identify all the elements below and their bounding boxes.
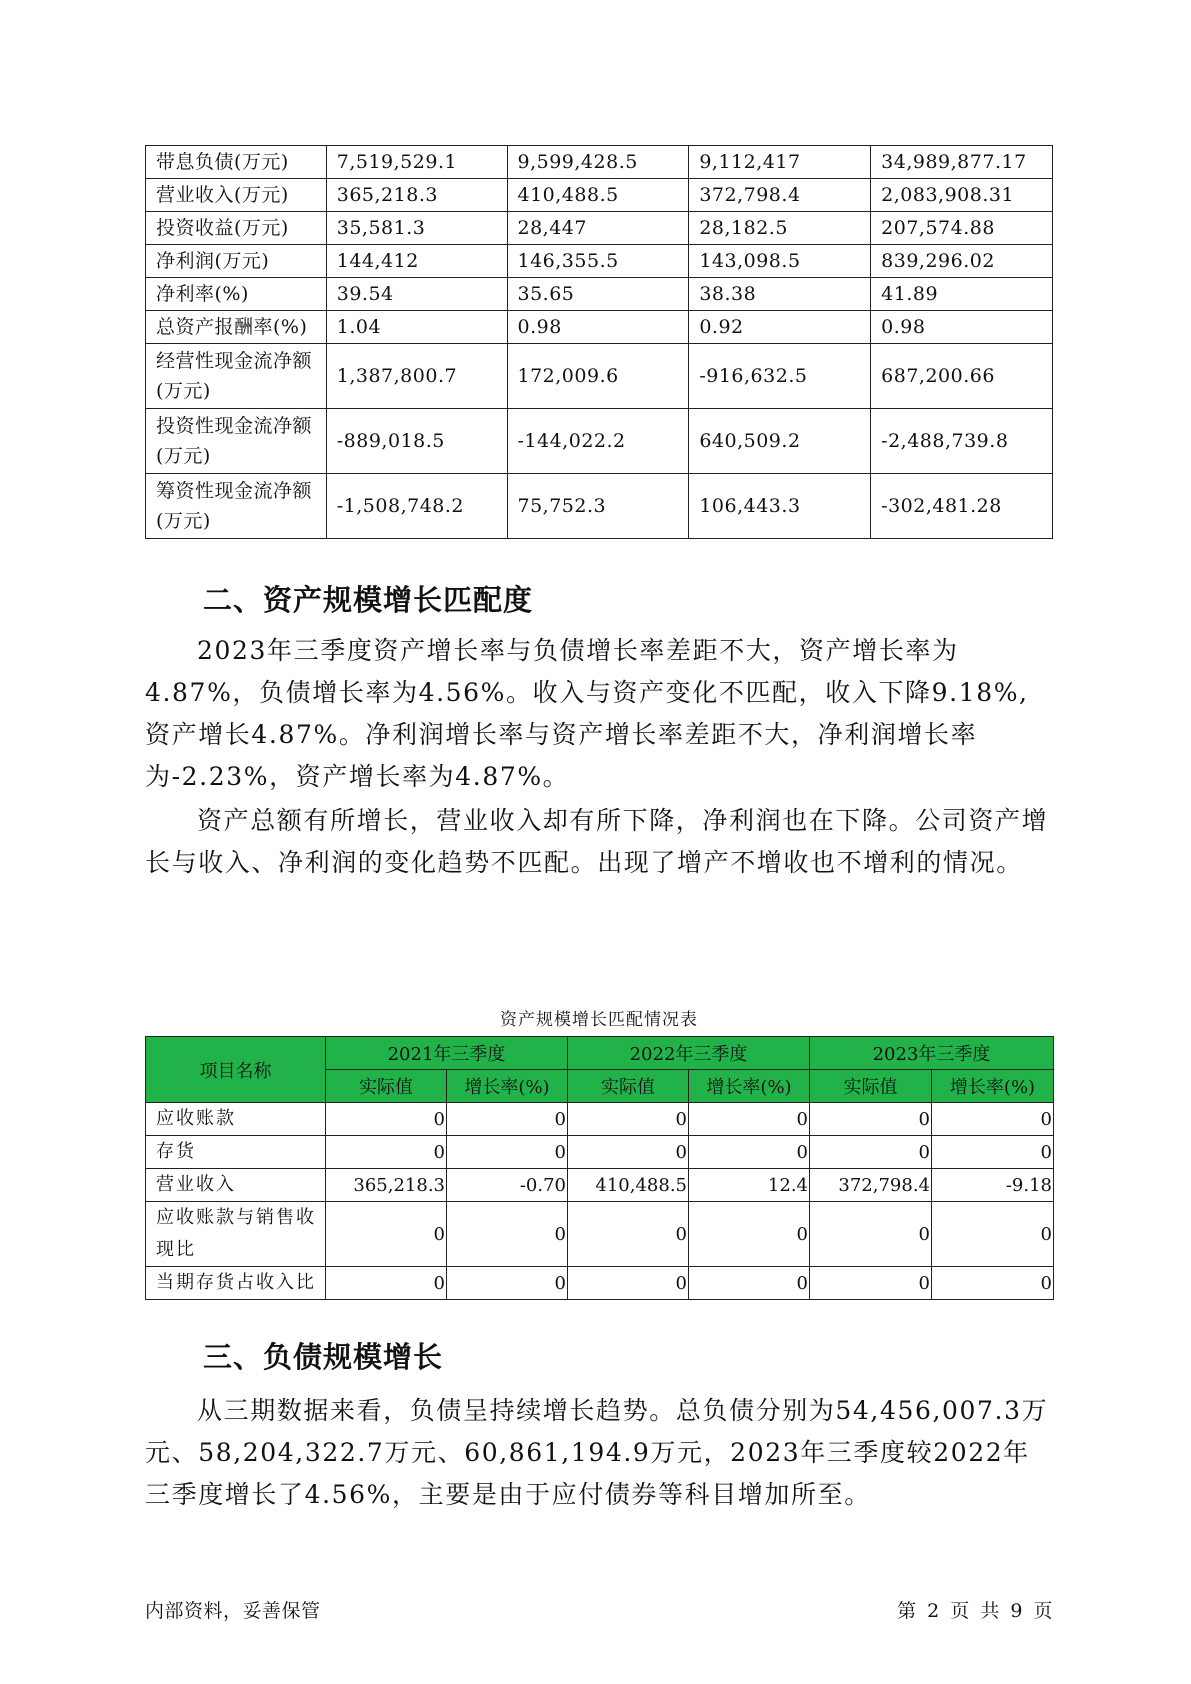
asset-growth-match-table [145, 1036, 1054, 1300]
header-actual-2022: 实际值 [568, 1070, 689, 1103]
value-cell: -2,488,739.8 [871, 409, 1053, 474]
value-cell: 0 [689, 1103, 810, 1136]
value-cell: 0 [568, 1202, 689, 1267]
value-cell: 0 [447, 1202, 568, 1267]
header-growth-2022: 增长率(%) [689, 1070, 810, 1103]
header-period-2022: 2022年三季度 [568, 1037, 810, 1070]
value-cell: 9,112,417 [689, 146, 871, 179]
value-cell: 0 [447, 1136, 568, 1169]
value-cell: 0 [932, 1103, 1054, 1136]
value-cell: 0 [568, 1136, 689, 1169]
header-actual-2021: 实际值 [326, 1070, 447, 1103]
value-cell: 0.98 [507, 311, 689, 344]
value-cell: 0 [689, 1267, 810, 1300]
financial-metrics-table [145, 145, 1053, 539]
table-row [146, 1103, 1054, 1136]
value-cell: 410,488.5 [568, 1169, 689, 1202]
value-cell: 0 [689, 1202, 810, 1267]
value-cell: 839,296.02 [871, 245, 1053, 278]
value-cell: 1,387,800.7 [326, 344, 507, 409]
row-label-cell: 投资性现金流净额(万元) [146, 409, 327, 474]
table-row [146, 212, 1053, 245]
row-label-cell: 净利率(%) [146, 278, 327, 311]
row-label-cell: 带息负债(万元) [146, 146, 327, 179]
footer-page-number: 第 2 页 共 9 页 [897, 1600, 1053, 1622]
value-cell: 687,200.66 [871, 344, 1053, 409]
table-row [146, 474, 1053, 539]
value-cell: 146,355.5 [507, 245, 689, 278]
value-cell: -9.18 [932, 1169, 1054, 1202]
value-cell: 1.04 [326, 311, 507, 344]
table-row [146, 1169, 1054, 1202]
value-cell: 640,509.2 [689, 409, 871, 474]
value-cell: 365,218.3 [326, 179, 507, 212]
value-cell: 35,581.3 [326, 212, 507, 245]
value-cell: 0 [568, 1267, 689, 1300]
value-cell: 0 [326, 1202, 447, 1267]
footer-confidential-note: 内部资料，妥善保管 [145, 1600, 321, 1622]
value-cell: 144,412 [326, 245, 507, 278]
header-period-2023: 2023年三季度 [810, 1037, 1054, 1070]
value-cell: 9,599,428.5 [507, 146, 689, 179]
value-cell: 0 [568, 1103, 689, 1136]
value-cell: 0 [447, 1103, 568, 1136]
value-cell: 0 [326, 1267, 447, 1300]
value-cell: 0 [932, 1267, 1054, 1300]
row-label-cell: 总资产报酬率(%) [146, 311, 327, 344]
table-row [146, 344, 1053, 409]
header-growth-2021: 增长率(%) [447, 1070, 568, 1103]
value-cell: 372,798.4 [689, 179, 871, 212]
header-period-2021: 2021年三季度 [326, 1037, 568, 1070]
paragraph-asset-growth-2: 资产总额有所增长，营业收入却有所下降，净利润也在下降。公司资产增长与收入、净利润的变化趋势不匹配。出现了增产不增收也不增利的情况。 [145, 806, 1049, 877]
value-cell: 0 [810, 1103, 932, 1136]
section-heading-liability-growth: 三、负债规模增长 [203, 1340, 444, 1374]
value-cell: 2,083,908.31 [871, 179, 1053, 212]
value-cell: -0.70 [447, 1169, 568, 1202]
row-label-cell: 应收账款 [146, 1103, 326, 1136]
section-heading-asset-growth: 二、资产规模增长匹配度 [203, 583, 534, 617]
value-cell: 365,218.3 [326, 1169, 447, 1202]
table-row [146, 1267, 1054, 1300]
value-cell: 372,798.4 [810, 1169, 932, 1202]
value-cell: -144,022.2 [507, 409, 689, 474]
paragraph-liability-growth: 从三期数据来看，负债呈持续增长趋势。总负债分别为54,456,007.3万元、58,204,322.7万元、60,861,194.9万元，2023年三季度较2022年三季度增长了4.56%，主要是由于应付债券等科目增加所至。 [145, 1396, 1049, 1509]
row-label-cell: 筹资性现金流净额(万元) [146, 474, 327, 539]
row-label-cell: 当期存货占收入比 [146, 1267, 326, 1300]
value-cell: 41.89 [871, 278, 1053, 311]
value-cell: 0 [932, 1136, 1054, 1169]
table-row [146, 1202, 1054, 1267]
value-cell: 28,447 [507, 212, 689, 245]
value-cell: 172,009.6 [507, 344, 689, 409]
value-cell: 39.54 [326, 278, 507, 311]
row-label-cell: 应收账款与销售收现比 [146, 1202, 326, 1267]
value-cell: 34,989,877.17 [871, 146, 1053, 179]
row-label-cell: 经营性现金流净额(万元) [146, 344, 327, 409]
row-label-cell: 投资收益(万元) [146, 212, 327, 245]
value-cell: 12.4 [689, 1169, 810, 1202]
value-cell: 0 [810, 1267, 932, 1300]
value-cell: 0 [326, 1103, 447, 1136]
table-caption: 资产规模增长匹配情况表 [500, 1010, 698, 1030]
value-cell: 0 [447, 1267, 568, 1300]
value-cell: 28,182.5 [689, 212, 871, 245]
table-row [146, 146, 1053, 179]
table-row [146, 409, 1053, 474]
value-cell: -1,508,748.2 [326, 474, 507, 539]
value-cell: 35.65 [507, 278, 689, 311]
row-label-cell: 存货 [146, 1136, 326, 1169]
value-cell: 0.98 [871, 311, 1053, 344]
header-item-name: 项目名称 [146, 1037, 326, 1103]
table-row [146, 179, 1053, 212]
row-label-cell: 营业收入(万元) [146, 179, 327, 212]
value-cell: 0 [326, 1136, 447, 1169]
paragraph-asset-growth-1: 2023年三季度资产增长率与负债增长率差距不大，资产增长率为4.87%，负债增长率为4.56%。收入与资产变化不匹配，收入下降9.18%,资产增长4.87%。净利润增长率与资产增长率差距不大，净利润增长率为-2.23%，资产增长率为4.87%。 [145, 636, 1029, 791]
value-cell: -889,018.5 [326, 409, 507, 474]
value-cell: 0 [810, 1136, 932, 1169]
value-cell: 38.38 [689, 278, 871, 311]
table-row [146, 278, 1053, 311]
value-cell: 75,752.3 [507, 474, 689, 539]
row-label-cell: 营业收入 [146, 1169, 326, 1202]
value-cell: -916,632.5 [689, 344, 871, 409]
header-actual-2023: 实际值 [810, 1070, 932, 1103]
value-cell: -302,481.28 [871, 474, 1053, 539]
value-cell: 7,519,529.1 [326, 146, 507, 179]
header-growth-2023: 增长率(%) [932, 1070, 1054, 1103]
table-row [146, 1136, 1054, 1169]
table-row [146, 245, 1053, 278]
row-label-cell: 净利润(万元) [146, 245, 327, 278]
value-cell: 106,443.3 [689, 474, 871, 539]
value-cell: 207,574.88 [871, 212, 1053, 245]
value-cell: 143,098.5 [689, 245, 871, 278]
value-cell: 0.92 [689, 311, 871, 344]
table-row [146, 311, 1053, 344]
value-cell: 0 [810, 1202, 932, 1267]
value-cell: 0 [932, 1202, 1054, 1267]
value-cell: 410,488.5 [507, 179, 689, 212]
value-cell: 0 [689, 1136, 810, 1169]
